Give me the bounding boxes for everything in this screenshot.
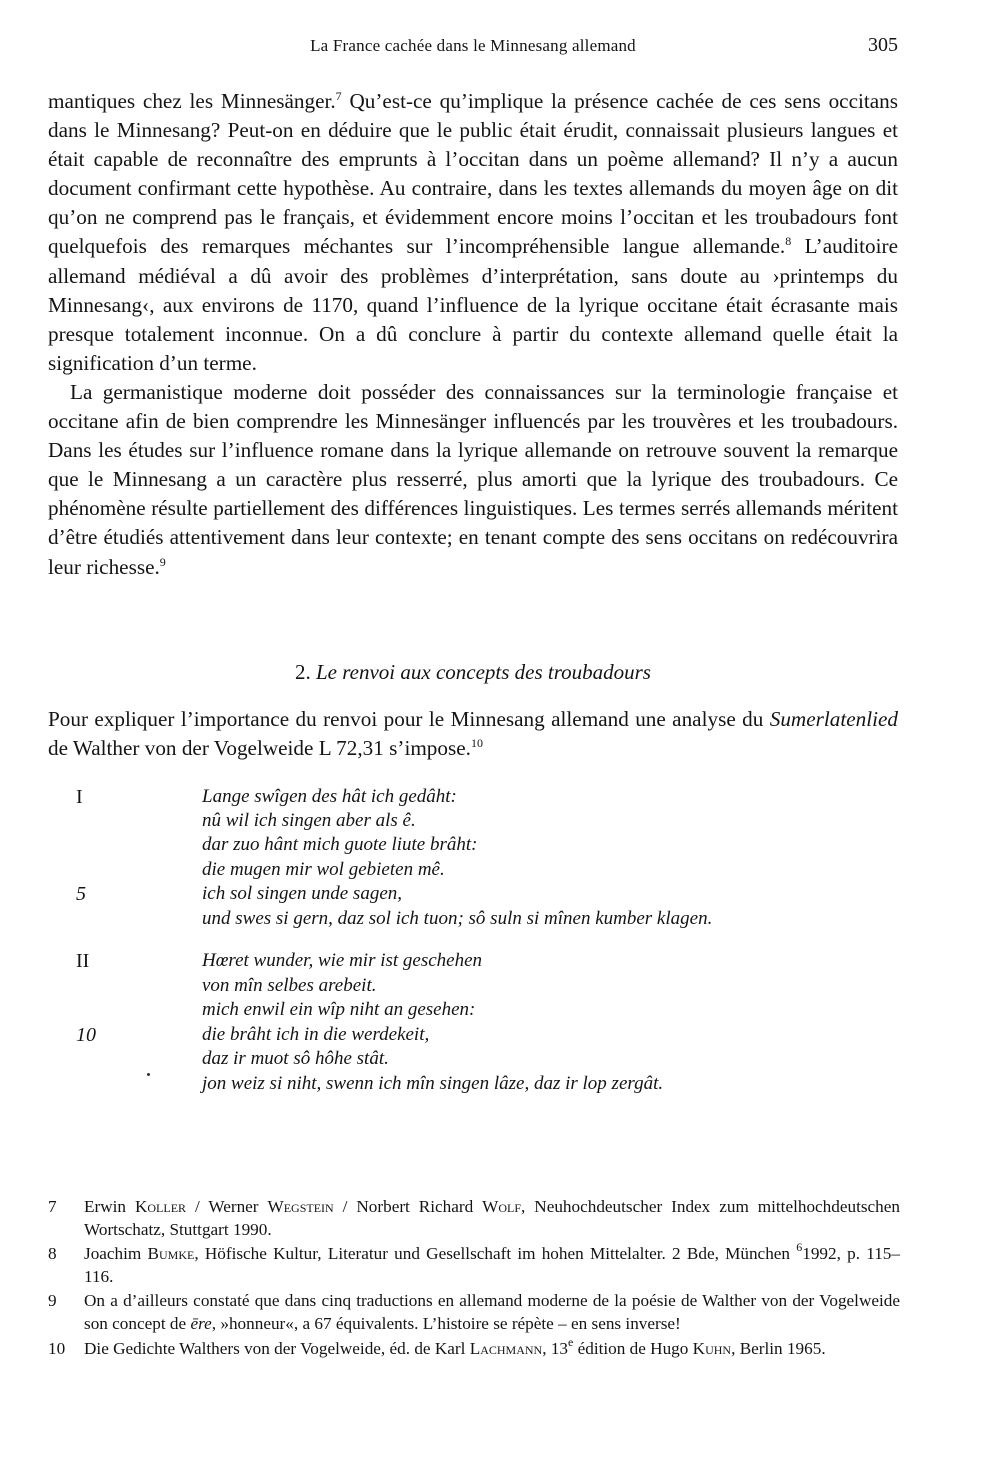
running-title: La France cachée dans le Minnesang allemand — [310, 36, 636, 55]
verse-text: die mugen mir wol gebieten mê. — [202, 859, 445, 880]
poem-line — [0, 950, 1000, 974]
verse-text: die brâht ich in die werdekeit, — [202, 1024, 430, 1045]
footnote-9 — [48, 1290, 900, 1335]
footnote-ref-8[interactable]: 8 — [785, 234, 792, 249]
paragraph-1-text-a: mantiques chez les Minnesänger. — [48, 89, 336, 113]
section-heading — [48, 660, 898, 685]
term: ēre — [190, 1313, 212, 1333]
poem-line — [0, 786, 1000, 810]
poem-line — [0, 908, 1000, 932]
running-header — [48, 36, 898, 62]
main-text — [48, 87, 898, 582]
author-name: Bumke — [147, 1244, 195, 1264]
section-title: Le renvoi aux concepts des troubadours — [316, 660, 651, 684]
footnote-number: 7 — [48, 1197, 57, 1216]
edition-superscript: 6 — [796, 1240, 803, 1255]
poem-line — [0, 883, 1000, 907]
intro-text-a: Pour expliquer l’importance du renvoi pour le Minnesang allemand une analyse du — [48, 707, 770, 731]
poem-line — [0, 1073, 1000, 1097]
line-number: 5 — [76, 883, 86, 905]
author-name: Lachmann — [469, 1338, 543, 1358]
footnote-text: , 13 — [542, 1338, 568, 1358]
poem-line — [0, 999, 1000, 1023]
stanza-number: II — [76, 950, 90, 972]
footnote-text: Die Gedichte Walthers von der Vogelweide, éd. de Karl — [84, 1338, 470, 1358]
paragraph-1 — [48, 87, 898, 378]
work-title: Sumerlatenlied — [769, 707, 898, 731]
section-number: 2. — [295, 660, 311, 684]
footnote-ref-7[interactable]: 7 — [335, 89, 342, 103]
footnote-number: 10 — [48, 1338, 66, 1358]
paragraph-1-text-c: L’auditoire allemand médiéval a dû avoir des problèmes d’interprétation, sans doute au ›printemps du Minnesang‹, aux environs de 1170, quand l’influence de la lyrique occitane était écrasante mais presque totalement inconnue. On a dû conclure à partir du contexte allemand quelle était la signification d’un terme. — [48, 234, 898, 375]
paragraph-1-text-b: Qu’est-ce qu’implique la présence cachée de ces sens occitans dans le Minnesang? Peut-on en déduire que le public était érudit, connaissait plusieurs langues et était capable de reconnaître des emprunts à l’occitan dans un poème allemand? Il n’y a aucun document confirmant cette hypothèse. Au contraire, dans les textes allemands du moyen âge on dit qu’on ne comprend pas le français, et évidemment encore moins l’occitan et les troubadours font quelquefois des remarques méchantes sur l’incompréhensible langue allemande. — [48, 89, 898, 259]
print-speck — [147, 1073, 150, 1076]
author-name: Koller — [134, 1197, 187, 1216]
verse-text: Lange swîgen des hât ich gedâht: — [202, 786, 457, 807]
footnote-text: , Höfische Kultur, Literatur und Gesellschaft im hohen Mittelalter. 2 Bde, München — [194, 1244, 797, 1264]
verse-text: von mîn selbes arebeit. — [202, 975, 377, 996]
footnote-text: , »honneur«, a 67 équivalents. L’histoire se répète – en sens inverse! — [211, 1313, 681, 1333]
poem-line — [0, 810, 1000, 834]
poem-line — [0, 1048, 1000, 1072]
intro-paragraph — [48, 705, 898, 763]
footnote-text: Erwin — [84, 1197, 135, 1216]
verse-text: Hœret wunder, wie mir ist geschehen — [202, 950, 483, 971]
footnote-text: / Werner — [186, 1197, 268, 1216]
verse-text: ich sol singen unde sagen, — [202, 883, 403, 904]
footnote-text: / Norbert Richard — [333, 1197, 483, 1216]
footnote-ref-10[interactable]: 10 — [470, 736, 483, 750]
verse-text: dar zuo hânt mich guote liute brâht: — [202, 834, 478, 855]
verse-text: nû wil ich singen aber als ê. — [202, 810, 416, 831]
author-name: Wegstein — [267, 1197, 334, 1216]
footnote-text: Joachim — [84, 1244, 148, 1264]
intro-text-b: de Walther von der Vogelweide L 72,31 s’impose. — [48, 736, 471, 760]
paragraph-2 — [48, 378, 898, 582]
poem-line — [0, 859, 1000, 883]
verse-text: mich enwil ein wîp niht an gesehen: — [202, 999, 476, 1020]
footnote-ref-9[interactable]: 9 — [159, 554, 166, 569]
page-number: 305 — [868, 34, 898, 56]
poem-line — [0, 1024, 1000, 1048]
footnote-10 — [48, 1334, 900, 1361]
footnotes — [48, 1196, 900, 1362]
footnote-text: On a d’ailleurs constaté que dans cinq traductions en allemand moderne de la poésie de Walther von der Vogelweide son concept de — [84, 1291, 900, 1333]
edition-superscript: e — [568, 1334, 574, 1349]
footnote-8 — [48, 1240, 900, 1288]
footnote-text: 1992, p. 115–116. — [84, 1244, 900, 1286]
verse-text: und swes si gern, daz sol ich tuon; sô suln si mînen kumber klagen. — [202, 908, 713, 929]
footnote-text: , Berlin 1965. — [731, 1338, 826, 1358]
footnote-number: 8 — [48, 1244, 57, 1264]
footnote-number: 9 — [48, 1291, 57, 1311]
paragraph-2-text: La germanistique moderne doit posséder des connaissances sur la terminologie française et occitane afin de bien comprendre les Minnesänger influencés par les trouvères et les troubadours. Dans les études sur l’influence romane dans la lyrique allemande on retrouve souvent la remarque que le Minnesang a un caractère plus resserré, plus amorti que la lyrique des troubadours. Ce phénomène résulte partiellement des différences linguistiques. Les termes serrés allemands méritent d’être étudiés attentivement dans leur contexte; en tenant compte des sens occitans on redécouvrira leur richesse. — [48, 379, 898, 579]
line-number: 10 — [76, 1024, 96, 1046]
stanza-number: I — [76, 786, 83, 808]
poem-line — [0, 834, 1000, 858]
poem-line — [0, 975, 1000, 999]
verse-text: jon weiz si niht, swenn ich mîn singen lâze, daz ir lop zergât. — [202, 1073, 664, 1094]
footnote-text: édition de Hugo — [573, 1338, 693, 1358]
footnote-7 — [48, 1196, 900, 1241]
author-name: Kuhn — [692, 1338, 732, 1358]
author-name: Wolf — [482, 1197, 522, 1216]
verse-text: daz ir muot sô hôhe stât. — [202, 1048, 389, 1069]
footnote-text: , Neuhochdeutscher Index zum mittelhochdeutschen Wortschatz, Stuttgart 1990. — [84, 1197, 900, 1239]
